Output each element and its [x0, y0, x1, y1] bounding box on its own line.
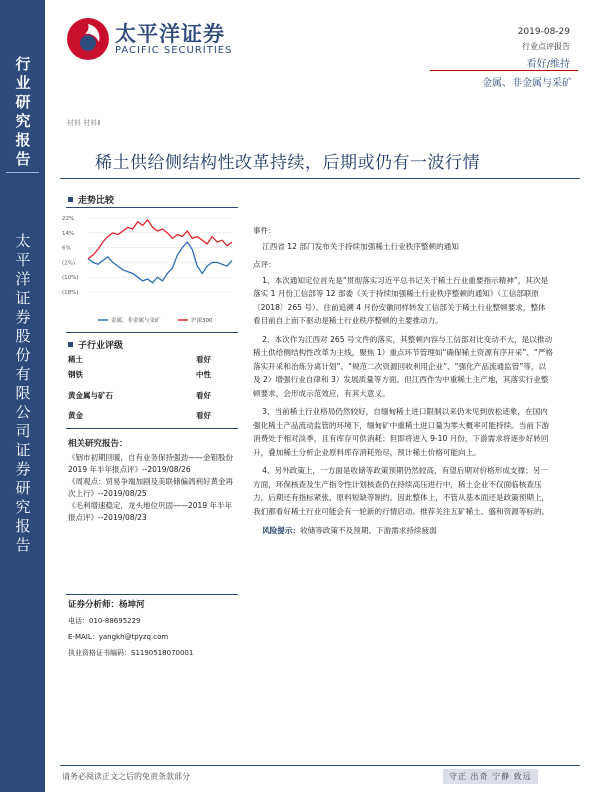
comment-paragraph: 2、本次作为江西对 265 号文件的落实，其整顿内容与工信部对比变动不大，是以推动稀土供给侧结构性改革为主线，聚焦 1）重点环节管理如“确保稀土资源有序开采”、“严格落实开采和冶炼分离计划”、“规范二次资源回收利用企业”、“强化产品流通监管”等，以及 2）增强行业自律和 3）发展质量等方面。但江西作为中重稀土主产地，其落实行业整顿要求，会形成示范效应，有其大意义。 [253, 334, 554, 398]
analyst-license: 执业资格证书编码：S1190518070001 [68, 649, 194, 657]
section-marker-icon [68, 342, 73, 347]
chart-legend-label: 金属、非金属与采矿 [111, 318, 161, 324]
industry-rating: 看好 [196, 355, 211, 364]
related-bottom-divider [66, 594, 238, 595]
chart-tick-label: (18%) [62, 290, 79, 296]
industry-name: 黄金 [68, 411, 83, 420]
chart-tick-label: 6% [62, 245, 71, 252]
industry-name: 稀土 [68, 355, 83, 364]
event-text: 江西省 12 部门发布关于持续加强稀土行业秩序整顿的通知 [262, 241, 459, 251]
list-item[interactable]: 《周观点：贸易争端加剧及美联储偏鸽利好黄金再次上行》--2019/08/25 [68, 477, 233, 498]
sub-rating-table [68, 352, 236, 423]
sub-rating-heading: 子行业评级 [78, 341, 124, 351]
report-date: 2019-08-29 [517, 27, 570, 37]
chart-series-line [88, 220, 232, 259]
analyst-name: 证券分析师：杨坤河 [68, 600, 145, 610]
analyst-info [68, 597, 236, 661]
breadcrumb: 材料 材料Ⅱ [67, 119, 101, 127]
industry-name: 黄金属与矿石 [68, 390, 113, 400]
comment-paragraph: 4、另外政策上，一方面是收储等政策预期仍然较高，有望后期对价格形成支撑；另一方面，环保核查及生产指令性计划核查仍在持续高压进行中，稀土企业不仅面临核查压力，后期还有指标紧张、原料短缺等制约。因此整体上，不管从基本面还是政策预期上，我们都看好稀土行业可能会有一轮新的行情启动。推荐关注五矿稀土、盛和资源等标的。 [253, 466, 550, 516]
header-divider [430, 70, 578, 71]
industry-name: 钢铁 [68, 370, 83, 379]
chart-bottom-divider [66, 332, 238, 333]
sidebar-divider [6, 172, 39, 173]
risk-warning [253, 524, 553, 538]
page-title: 稀土供给侧结构性改革持续，后期或仍有一波行情 [95, 153, 480, 173]
chart-legend-label: 沪深300 [191, 318, 213, 324]
table-row [68, 408, 236, 423]
trend-chart [60, 210, 238, 332]
title-divider [60, 178, 580, 179]
event-label: 事件： [253, 226, 276, 235]
trend-divider [66, 207, 238, 208]
sidebar-report-label: 行业研究报告 [15, 55, 31, 168]
logo-mark-icon [65, 16, 111, 62]
industry-rating: 看好 [196, 411, 211, 420]
report-body [253, 224, 553, 543]
comment-label: 点评： [253, 260, 276, 269]
footer-disclaimer: 请务必阅读正文之后的免责条款部分 [62, 772, 190, 781]
chart-tick-label: (10%) [62, 275, 79, 282]
list-item[interactable]: 《铟市初期回暖，自有业务保持强劲——金钼股份 2019 年半年报点评》--2019/08/26 [68, 453, 233, 474]
comment-paragraph: 3、当前稀土行业格局仍然较好，自缅甸稀土进口限制以来仍未见到放松迹象，在国内强化稀土产品流动监管的环境下，缅甸矿中重稀土进口量为零大概率可能持续。当前下游消费处于相对淡季，且有库存可供消耗；但即将进入 9-10 月份，下游需求将逐步好转回升，叠加稀土分析企业原料库存消耗殆尽，预计稀土价格可能向上。 [253, 407, 550, 457]
chart-tick-label: 14% [62, 230, 75, 237]
industry-rating: 中性 [196, 370, 211, 379]
trend-heading: 走势比较 [78, 196, 115, 206]
comment-paragraph: 1、本次通知定位首先是“贯彻落实习近平总书记关于稀土行业重要指示精神”，其次是落实 1 月份工信部等 12 部委《关于持续加强稀土行业秩序整顿的通知》（工信部联原〔2018〕265 号）。往前追溯 4 月份安徽同样转发工信部关于稀土行业整顿要求，整体看目前自上而下驱动是稀土行业秩序整顿的主要推动力。 [253, 275, 549, 325]
related-reports-heading: 相关研究报告： [68, 439, 128, 449]
logo [65, 14, 265, 66]
list-item[interactable]: 《毛利增速稳定，龙头地位巩固——2019 年半年报点评》--2019/08/23 [68, 501, 232, 522]
logo-english-name: PACIFIC SECURITIES [115, 45, 233, 56]
analyst-phone: 电话：010-88695229 [68, 617, 141, 625]
rating-bottom-divider [66, 428, 238, 429]
logo-name: 太平洋证券 [115, 22, 225, 46]
sidebar-company-label: 太平洋证券股份有限公司证券研究报告 [15, 232, 31, 554]
chart-tick-label: (2%) [62, 260, 76, 267]
chart-tick-label: 22% [62, 216, 75, 222]
sector-name: 金属、非金属与采矿 [482, 78, 572, 89]
analyst-email[interactable]: E-MAIL：yangkh@tpyzq.com [68, 633, 169, 641]
industry-rating: 看好/维持 [526, 59, 570, 70]
section-marker-icon [68, 197, 73, 202]
footer-divider [60, 765, 580, 766]
table-row [68, 382, 236, 408]
risk-label: 风险提示： [262, 526, 301, 535]
table-row [68, 367, 236, 382]
report-type: 行业点评报告 [522, 42, 570, 51]
sidebar [0, 0, 45, 792]
industry-rating: 看好 [196, 390, 211, 400]
table-row [68, 352, 236, 367]
risk-text: 收储等政策不及预期、下游需求持续疲弱 [300, 526, 437, 535]
footer-motto: 守正 出奇 宁静 致远 [443, 769, 538, 784]
related-reports-list [68, 452, 236, 524]
